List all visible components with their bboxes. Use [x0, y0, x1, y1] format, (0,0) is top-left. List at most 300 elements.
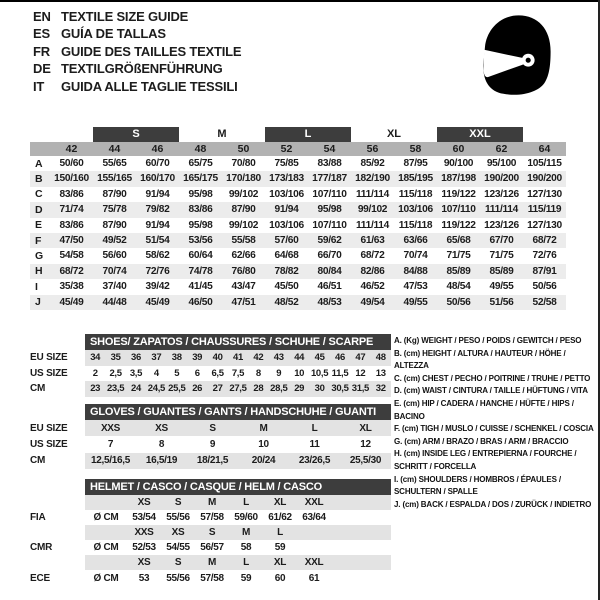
row-label: E	[35, 219, 43, 232]
size-value-cell: 57/58	[200, 512, 224, 524]
size-value-cell: 10,5	[310, 367, 329, 379]
size-value-cell: 53	[138, 572, 150, 584]
diameter-cm-label: Ø CM	[93, 542, 119, 554]
row-label: F	[35, 234, 42, 247]
helmet-size-header: XXS	[134, 527, 154, 539]
gloves-row	[30, 436, 391, 452]
size-value-cell: 44	[294, 352, 305, 364]
size-group-l: L	[265, 127, 351, 142]
helmet-size-header: XS	[171, 527, 185, 539]
size-value-cell: 68/72	[532, 234, 557, 246]
helmet-size-strip	[85, 555, 391, 570]
size-value-cell: 119/122	[441, 219, 476, 231]
shoes-row	[30, 350, 391, 366]
row-label: C	[35, 188, 43, 201]
size-value-cell: 12,5/16,5	[90, 455, 130, 467]
diameter-cm-label: Ø CM	[93, 512, 119, 524]
legend-item: F. (cm) TIGH / MUSLO / CUISSE / SCHENKEL / COSCIA	[394, 424, 594, 434]
size-value-cell: 85/89	[446, 265, 471, 277]
size-value-cell: 40	[212, 352, 223, 364]
helmet-size-header: XL	[273, 497, 287, 509]
legend-item: E. (cm) HIP / CADERA / HANCHE / HÜFTE / HIPS / BACINO	[394, 398, 574, 421]
helmet-value-strip	[85, 540, 391, 555]
size-value-cell: 49/54	[360, 296, 385, 308]
size-value-cell: 45/50	[274, 281, 299, 293]
size-value-cell: 182/190	[355, 173, 390, 185]
size-value-cell: 99/102	[357, 204, 388, 216]
row-label: US SIZE	[30, 367, 68, 379]
size-value-cell: 54/58	[59, 250, 84, 262]
size-value-cell: 95/98	[188, 219, 213, 231]
size-value-cell: 39	[192, 352, 203, 364]
shoes-table	[30, 334, 391, 397]
size-col-header: 46	[151, 143, 164, 155]
size-value-cell: 84/88	[403, 265, 428, 277]
helmet-data-row	[30, 570, 391, 585]
size-value-cell: 65/75	[188, 158, 213, 169]
language-list	[33, 8, 241, 95]
size-value-cell: 49/55	[403, 296, 428, 308]
size-value-cell: 47/51	[231, 296, 256, 308]
size-value-cell: 61	[308, 572, 320, 584]
size-value-cell: 150/160	[54, 173, 89, 185]
size-value-cell: 45/49	[59, 296, 84, 308]
size-value-cell: 71/74	[59, 204, 84, 216]
size-value-cell: 115/118	[398, 219, 433, 231]
helmet-data-row	[30, 510, 391, 525]
helmet-size-header: XXL	[304, 497, 324, 509]
size-value-cell: 43/47	[231, 281, 256, 293]
size-value-cell: 47	[355, 352, 366, 364]
size-col-header: 44	[108, 143, 121, 155]
legend-item: B. (cm) HEIGHT / ALTURA / HAUTEUR / HÖHE / ALTEZZA	[394, 348, 566, 371]
size-table-row	[30, 171, 566, 186]
row-label: G	[35, 250, 44, 263]
size-group-s: S	[93, 127, 179, 142]
size-value-cell: 49/55	[489, 281, 514, 293]
size-value-cell: 61/62	[268, 512, 292, 524]
language-code: DE	[33, 61, 51, 77]
size-value-cell: 75/85	[274, 158, 299, 169]
size-value-cell: 90/100	[443, 158, 474, 169]
size-value-cell: 68/72	[360, 250, 385, 262]
size-value-cell: 64/68	[274, 250, 299, 262]
value-strip	[85, 420, 391, 436]
size-value-cell: 2	[92, 367, 98, 379]
row-label: US SIZE	[30, 438, 68, 450]
size-value-cell: 6	[194, 367, 200, 379]
size-group-row	[30, 127, 566, 142]
size-value-cell: 3,5	[129, 367, 143, 379]
size-value-cell: 52/53	[132, 542, 156, 554]
textile-size-table	[30, 127, 566, 310]
size-value-cell: 12	[360, 438, 371, 450]
size-value-cell: 78/82	[274, 265, 299, 277]
size-group-spacer	[30, 127, 93, 142]
size-value-cell: 87/95	[403, 158, 428, 169]
size-value-cell: 29	[294, 383, 305, 395]
size-value-cell: 57/58	[200, 572, 224, 584]
size-value-cell: 51/54	[145, 234, 170, 246]
size-value-cell: 63/66	[403, 234, 428, 246]
size-value-cell: 30	[314, 383, 325, 395]
size-value-cell: 87/90	[102, 219, 127, 231]
helmet-size-header: S	[208, 527, 216, 539]
helmet-size-header-row	[30, 495, 391, 510]
size-value-cell: 55/58	[231, 234, 256, 246]
size-value-cell: 53/54	[132, 512, 156, 524]
size-col-header: 42	[65, 143, 78, 155]
size-value-cell: 72/76	[145, 265, 170, 277]
size-value-cell: 55/65	[102, 158, 127, 169]
size-value-cell: 9	[276, 367, 282, 379]
size-value-cell: 74/78	[188, 265, 213, 277]
size-value-cell: 36	[131, 352, 141, 364]
size-value-cell: 24,5	[147, 383, 166, 395]
size-value-cell: 111/114	[484, 204, 519, 216]
size-value-cell: 48/52	[274, 296, 299, 308]
size-value-cell: 99/102	[228, 219, 259, 231]
size-col-header: 58	[409, 143, 422, 155]
helmet-size-header: M	[241, 527, 251, 539]
size-value-cell: 67/70	[489, 234, 514, 246]
size-col-header: 62	[495, 143, 508, 155]
size-value-cell: 23,5	[106, 383, 125, 395]
language-title: TEXTILE SIZE GUIDE	[61, 9, 189, 24]
size-value-cell: 85/92	[360, 158, 385, 169]
size-value-cell: 11	[309, 438, 320, 450]
size-value-cell: 173/183	[269, 173, 304, 185]
size-value-cell: 20/24	[251, 455, 276, 467]
language-row	[33, 43, 241, 60]
size-value-cell: 91/94	[145, 219, 170, 231]
size-value-cell: 103/106	[398, 204, 433, 216]
language-code: EN	[33, 9, 51, 24]
helmet-table-body	[30, 495, 391, 586]
size-value-cell: 80/84	[317, 265, 342, 277]
size-value-cell: 87/90	[231, 204, 256, 216]
size-value-cell: 56/60	[102, 250, 127, 262]
size-value-cell: 185/195	[398, 173, 433, 185]
size-value-cell: 70/80	[231, 158, 256, 169]
helmet-size-header: L	[243, 497, 249, 509]
row-label: A	[35, 157, 43, 170]
row-label: B	[35, 173, 43, 186]
row-label: EU SIZE	[30, 352, 68, 364]
size-value-cell: 99/102	[228, 188, 259, 200]
size-value-cell: 37	[151, 352, 162, 364]
size-value-cell: 43	[273, 352, 284, 364]
size-value-cell: 44/48	[102, 296, 127, 308]
size-value-cell: 51/56	[489, 296, 514, 308]
row-label: H	[35, 265, 43, 278]
size-value-cell: 50/60	[59, 158, 84, 169]
size-table-row	[30, 218, 566, 233]
size-value-cell: M	[259, 422, 268, 434]
size-table-row	[30, 156, 566, 171]
size-value-cell: 34	[90, 352, 101, 364]
language-code: FR	[33, 43, 50, 59]
size-col-header: 60	[452, 143, 465, 155]
size-value-cell: 50/56	[532, 281, 557, 293]
legend-item: D. (cm) WAIST / CINTURA / TAILLE / HÜFTUNG / VITA	[394, 386, 588, 396]
size-value-cell: 70/74	[102, 265, 127, 277]
size-value-cell: L	[311, 422, 318, 434]
size-table-row	[30, 202, 566, 217]
size-value-cell: 4	[153, 367, 159, 379]
size-value-cell: 160/170	[140, 173, 175, 185]
size-value-cell: 35	[110, 352, 121, 364]
helmet-size-header: L	[243, 557, 249, 569]
size-value-cell: 123/126	[484, 219, 519, 231]
size-col-header: 56	[366, 143, 379, 155]
size-value-cell: 63/64	[302, 512, 326, 524]
size-value-cell: 71/75	[489, 250, 514, 262]
language-title: TEXTILGRÖßENFÜHRUNG	[61, 61, 223, 77]
language-title: GUÍA DE TALLAS	[61, 26, 166, 42]
helmet-size-header: XS	[137, 557, 151, 569]
language-code: ES	[33, 26, 50, 42]
legend-item: H. (cm) INSIDE LEG / ENTREPIERNA / FOURCHE / SCHRITT / FORCELLA	[394, 449, 577, 471]
shoes-title-bar: SHOES/ ZAPATOS / CHAUSSURES / SCHUHE / SCARPE	[85, 334, 391, 350]
size-group-xl: XL	[386, 128, 402, 140]
helmet-icon	[477, 13, 557, 97]
row-label: CMR	[30, 542, 53, 554]
size-value-cell: 59/62	[317, 234, 342, 246]
size-value-cell: 23/26,5	[298, 455, 331, 467]
size-value-cell: 95/98	[188, 188, 213, 200]
size-header-row	[30, 142, 566, 156]
helmet-value-strip	[85, 510, 391, 525]
language-title: GUIDA ALLE TAGLIE TESSILI	[61, 78, 238, 94]
size-value-cell: 111/114	[355, 219, 390, 231]
shoes-row	[30, 381, 391, 397]
row-label: J	[35, 296, 41, 309]
legend-item: G. (cm) ARM / BRAZO / BRAS / ARM / BRACCIO	[394, 436, 569, 446]
size-value-cell: 28	[253, 383, 264, 395]
size-value-cell: 103/106	[269, 188, 304, 200]
value-strip	[85, 381, 391, 397]
size-value-cell: 103/106	[269, 219, 304, 231]
size-table-row	[30, 279, 566, 294]
size-value-cell: 48/54	[446, 281, 471, 293]
size-value-cell: 127/130	[527, 219, 562, 231]
legend-item: A. (Kg) WEIGHT / PESO / POIDS / GEWITCH / PESO	[394, 336, 582, 345]
size-value-cell: 60/64	[188, 250, 213, 262]
row-label: EU SIZE	[30, 422, 68, 434]
helmet-size-strip	[85, 495, 391, 510]
size-value-cell: 68/72	[59, 265, 84, 277]
page-top-border	[0, 0, 600, 2]
size-value-cell: 7,5	[231, 367, 245, 379]
value-strip	[85, 453, 391, 469]
size-value-cell: 187/198	[441, 173, 476, 185]
size-value-cell: 127/130	[527, 188, 562, 200]
size-value-cell: 71/75	[446, 250, 471, 262]
size-value-cell: 10	[294, 367, 305, 379]
size-value-cell: 52/58	[532, 296, 557, 308]
size-value-cell: 65/68	[446, 234, 471, 246]
size-value-cell: 55/56	[166, 512, 190, 524]
size-value-cell: 190/200	[484, 173, 519, 185]
gloves-table	[30, 404, 391, 469]
size-value-cell: 62/66	[231, 250, 256, 262]
size-value-cell: XL	[359, 422, 372, 434]
size-table-row	[30, 233, 566, 248]
size-value-cell: 123/126	[484, 188, 519, 200]
size-group-xxl: XXL	[437, 127, 523, 142]
size-value-cell: 107/110	[441, 204, 476, 216]
size-value-cell: 8	[255, 367, 261, 379]
size-value-cell: 32	[375, 383, 386, 395]
size-value-cell: 165/175	[183, 173, 218, 185]
size-value-cell: 23	[90, 383, 101, 395]
helmet-size-strip	[85, 525, 391, 540]
size-value-cell: 85/89	[489, 265, 514, 277]
size-value-cell: 9	[209, 438, 216, 450]
size-value-cell: 59	[274, 542, 286, 554]
size-table-row	[30, 248, 566, 263]
size-value-cell: 5	[174, 367, 180, 379]
size-value-cell: 70/74	[403, 250, 428, 262]
size-value-cell: 111/114	[355, 188, 390, 200]
shoes-row	[30, 366, 391, 382]
size-value-cell: 46/51	[317, 281, 342, 293]
size-value-cell: 42	[253, 352, 264, 364]
size-col-header: 52	[280, 143, 293, 155]
size-value-cell: 190/200	[527, 173, 562, 185]
size-value-cell: 53/56	[188, 234, 213, 246]
size-value-cell: 25,5/30	[349, 455, 382, 467]
size-col-header: 54	[323, 143, 336, 155]
size-value-cell: 61/63	[360, 234, 385, 246]
size-value-cell: 27,5	[229, 383, 247, 395]
language-code: IT	[33, 78, 45, 94]
size-value-cell: XXS	[100, 422, 121, 434]
gloves-title-bar: GLOVES / GUANTES / GANTS / HANDSCHUHE / GUANTI	[85, 404, 391, 420]
size-value-cell: 79/82	[145, 204, 170, 216]
size-value-cell: 2,5	[109, 367, 122, 379]
size-value-cell: 95/100	[486, 158, 517, 169]
legend-item: I. (cm) SHOULDERS / HOMBROS / ÉPAULES / SCHULTERN / SPALLE	[394, 474, 561, 497]
language-row	[33, 60, 241, 77]
helmet-size-header: M	[207, 497, 217, 509]
row-label: ECE	[30, 572, 50, 584]
shoes-table-body	[30, 350, 391, 397]
size-value-cell: 59	[240, 572, 252, 584]
size-value-cell: 76/80	[231, 265, 256, 277]
size-value-cell: 83/86	[59, 219, 84, 231]
measurement-legend	[394, 335, 594, 511]
size-table-body	[30, 156, 566, 310]
size-value-cell: 82/86	[360, 265, 385, 277]
value-strip	[85, 350, 391, 366]
size-value-cell: 7	[107, 438, 114, 450]
size-value-cell: 107/110	[312, 188, 347, 200]
size-value-cell: 155/165	[97, 173, 132, 185]
row-label: FIA	[30, 512, 46, 524]
size-value-cell: 87/91	[532, 265, 557, 277]
size-value-cell: 107/110	[312, 219, 347, 231]
size-value-cell: 28,5	[270, 383, 288, 395]
row-label: CM	[30, 455, 46, 467]
helmet-size-header-row	[30, 555, 391, 570]
size-value-cell: 47/53	[403, 281, 428, 293]
size-value-cell: 38	[171, 352, 182, 364]
size-value-cell: 91/94	[274, 204, 299, 216]
size-value-cell: 66/70	[317, 250, 342, 262]
diameter-cm-label: Ø CM	[93, 572, 119, 584]
size-value-cell: 83/86	[59, 188, 84, 200]
helmet-size-header: XXL	[304, 557, 324, 569]
size-table-row	[30, 264, 566, 279]
size-value-cell: 48/53	[317, 296, 342, 308]
size-value-cell: 25,5	[168, 383, 186, 395]
language-row	[33, 8, 241, 25]
size-value-cell: 31,5	[351, 383, 370, 395]
size-value-cell: 35/38	[59, 281, 84, 293]
size-col-header: 50	[237, 143, 250, 155]
size-value-cell: 46	[335, 352, 345, 364]
size-value-cell: 57/60	[274, 234, 299, 246]
size-value-cell: 6,5	[211, 367, 224, 379]
row-label: I	[35, 280, 38, 293]
size-value-cell: 18/21,5	[196, 455, 229, 467]
size-group-m: M	[217, 128, 227, 140]
size-value-cell: 26	[192, 383, 203, 395]
helmet-title-bar: HELMET / CASCO / CASQUE / HELM / CASCO	[85, 479, 391, 495]
size-value-cell: 46/50	[188, 296, 213, 308]
size-group-spacer	[523, 127, 566, 142]
size-value-cell: 12	[355, 367, 366, 379]
size-value-cell: 72/76	[532, 250, 557, 262]
size-value-cell: 119/122	[441, 188, 476, 200]
language-row	[33, 25, 241, 42]
helmet-size-header: L	[277, 527, 283, 539]
legend-item: C. (cm) CHEST / PECHO / POITRINE / TRUHE / PETTO	[394, 373, 591, 383]
helmet-size-header: M	[207, 557, 217, 569]
size-value-cell: 13	[375, 367, 386, 379]
helmet-size-header: S	[174, 557, 182, 569]
size-value-cell: 16,5/19	[145, 455, 178, 467]
size-table-row	[30, 295, 566, 310]
value-strip	[85, 366, 391, 382]
size-value-cell: 83/86	[188, 204, 213, 216]
helmet-table	[30, 479, 391, 586]
gloves-table-body	[30, 420, 391, 469]
helmet-size-header: XL	[273, 557, 287, 569]
size-value-cell: S	[209, 422, 216, 434]
size-value-cell: 27	[212, 383, 223, 395]
size-value-cell: 45/49	[145, 296, 170, 308]
size-value-cell: 58/62	[145, 250, 170, 262]
helmet-size-header: S	[174, 497, 182, 509]
size-value-cell: 48	[375, 352, 386, 364]
helmet-value-strip	[85, 570, 391, 585]
size-value-cell: 55/56	[166, 572, 190, 584]
size-value-cell: 47/50	[59, 234, 84, 246]
size-value-cell: 41/45	[188, 281, 213, 293]
size-value-cell: 95/98	[317, 204, 342, 216]
language-row	[33, 78, 241, 95]
size-value-cell: 60/70	[145, 158, 170, 169]
size-value-cell: 115/119	[527, 204, 562, 216]
size-value-cell: 41	[233, 352, 243, 364]
size-value-cell: 83/88	[317, 158, 342, 169]
size-col-header: 48	[194, 143, 207, 155]
size-value-cell: 177/187	[312, 173, 347, 185]
size-value-cell: 8	[158, 438, 165, 450]
